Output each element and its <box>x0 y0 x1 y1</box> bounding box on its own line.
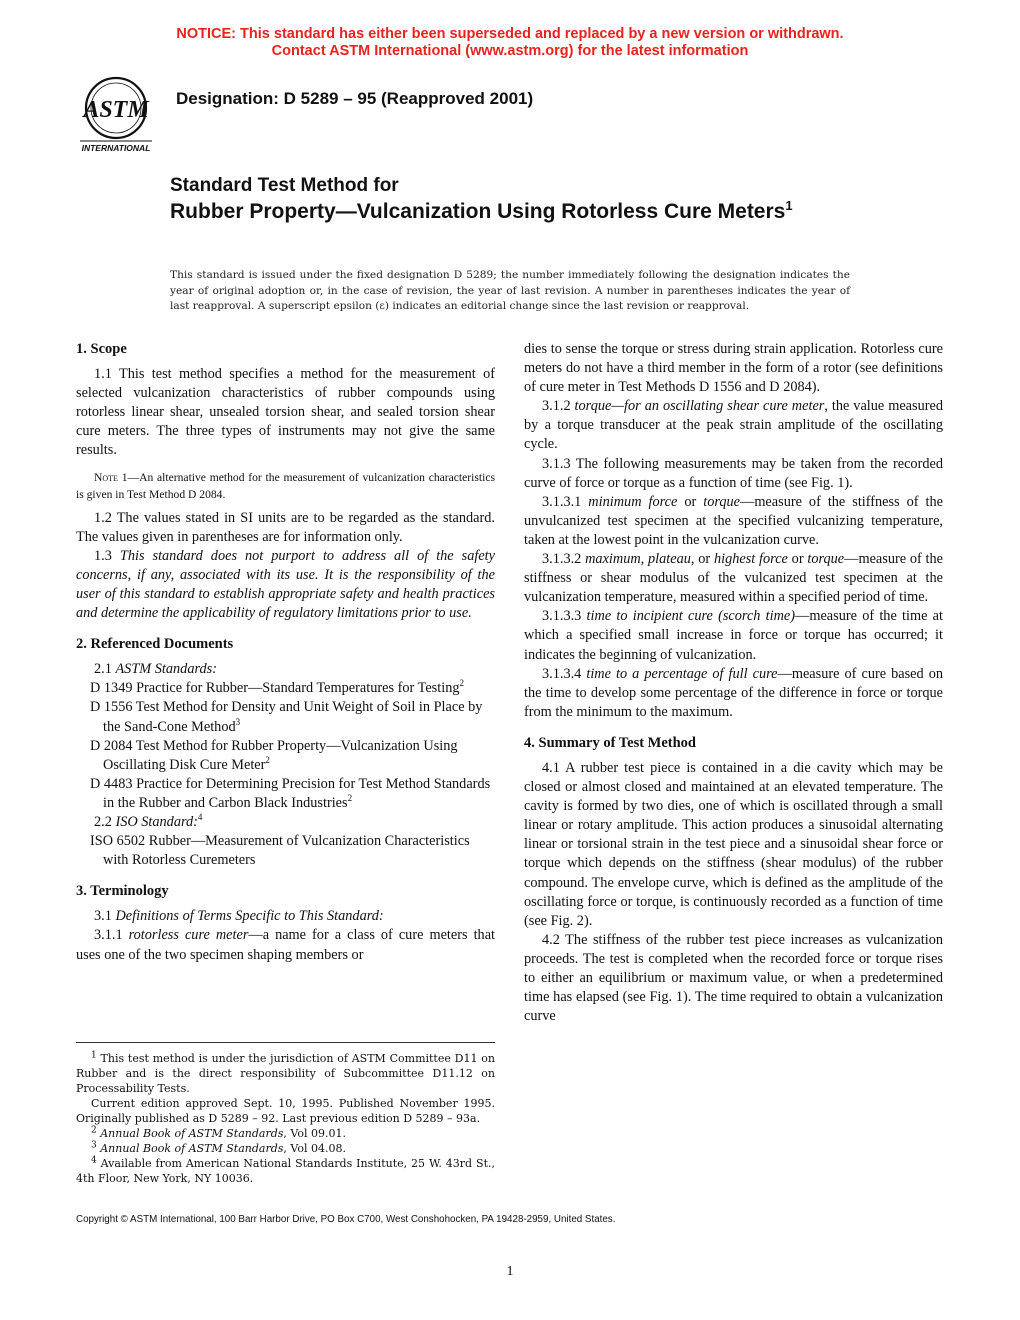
num: 3.1.3.3 <box>542 608 587 625</box>
para-3-1-2 <box>524 397 943 454</box>
para-3-1-3-3 <box>524 607 943 664</box>
reference-d4483 <box>76 775 495 813</box>
note-1 <box>76 469 495 503</box>
term: maximum, plateau, <box>585 551 695 568</box>
para-1-3-text: This standard does not purport to address all of the safety concerns, if any, associated with its use. It is the responsibility of the user of this standard to establish appropriate safety and health practices and determine the applicability of regulatory limitations prior to use. <box>76 547 495 622</box>
conj: or <box>787 551 808 568</box>
left-column <box>76 340 495 965</box>
text: , the value measured by a torque transducer at the peak strain amplitude of the oscillating cycle. <box>524 398 943 453</box>
reference-d1349 <box>76 679 495 698</box>
ref-sup: 3 <box>235 716 241 727</box>
section-3-heading: 3. Terminology <box>76 883 169 900</box>
ref-text: D 1556 Test Method for Density and Unit Weight of Soil in Place by the Sand-Cone Method <box>90 699 483 735</box>
para-2-1-text: ASTM Standards: <box>115 661 217 678</box>
para-1-3-num: 1.3 <box>94 547 120 564</box>
para-1-3 <box>76 547 495 623</box>
fn-mark: 4 <box>91 1155 97 1166</box>
fn-text: This test method is under the jurisdiction of ASTM Committee D11 on Rubber and is the direct responsibility of Subcommittee D11.12 on Processability Tests. <box>76 1052 495 1095</box>
para-3-1-3-2 <box>524 550 943 607</box>
notice-line-2: Contact ASTM International (www.astm.org) for the latest information <box>271 43 749 59</box>
para-2-1-num: 2.1 <box>94 661 116 678</box>
term: torque <box>807 551 845 568</box>
fn-title: Annual Book of ASTM Standards <box>96 1127 284 1140</box>
withdrawal-notice <box>0 26 1020 60</box>
section-2-heading: 2. Referenced Documents <box>76 636 234 653</box>
para-4-1: 4.1 A rubber test piece is contained in a die cavity which may be closed or almost closed and maintained at an elevated temperature. The cavity is formed by two dies, one of which is oscillated through a small linear or rotary amplitude. This action produces a sinusoidal alternating linear or torsional strain in the test piece and a sinusoidal shear force or torque which depends on the stiffness (shear modulus) of the rubber compound. The envelope curve, which is defined as the amplitude of the oscillating force or torque, is continuously recorded as a function of time (see Fig. 2). <box>524 759 943 929</box>
num: 3.1.3.1 <box>542 493 589 510</box>
para-3-1-1 <box>76 926 495 964</box>
ref-text: D 2084 Test Method for Rubber Property—Vulcanization Using Oscillating Disk Cure Meter <box>90 737 458 773</box>
para-1-1: 1.1 This test method specifies a method for the measurement of selected vulcanization characteristics of rubber compounds using rotorless linear shear, unsealed torsion shear, and sealed torsion shear cure meters. The three types of instruments may not give the same results. <box>76 366 495 459</box>
footnote-1 <box>76 1051 495 1096</box>
footnote-3 <box>76 1141 495 1156</box>
ref-text: D 1349 Practice for Rubber—Standard Temperatures for Testing <box>90 680 460 697</box>
section-4-heading: 4. Summary of Test Method <box>524 734 696 751</box>
fn-mark: 1 <box>91 1050 97 1061</box>
logo-subtext: INTERNATIONAL <box>81 143 151 153</box>
para-3-1-text: Definitions of Terms Specific to This Standard: <box>115 908 384 925</box>
title-line-2 <box>170 199 810 224</box>
section-1-heading: 1. Scope <box>76 341 127 357</box>
fn-mark: 2 <box>91 1125 97 1136</box>
num: 3.1.3.4 <box>542 665 587 682</box>
num: 3.1.2 <box>542 398 575 415</box>
reference-d1556 <box>76 698 495 736</box>
note-text: 1—An alternative method for the measurement of vulcanization characteristics is given in Test Method D 2084. <box>76 470 495 501</box>
para-2-2-text: ISO Standard: <box>115 813 198 830</box>
logo-wordmark: ASTM <box>83 97 149 123</box>
fn-text: Available from American National Standards Institute, 25 W. 43rd St., 4th Floor, New York, NY 10036. <box>76 1157 495 1185</box>
para-3-1-3-1 <box>524 493 943 550</box>
term: torque <box>703 493 741 510</box>
num: 3.1.3.2 <box>542 551 586 568</box>
ref-text: D 4483 Practice for Determining Precision for Test Method Standards in the Rubber and Carbon Black Industries <box>90 775 491 811</box>
conj: or <box>694 551 714 568</box>
conj: or <box>677 493 704 510</box>
para-3-1-num: 3.1 <box>94 908 116 925</box>
reference-iso6502: ISO 6502 Rubber—Measurement of Vulcanization Characteristics with Rotorless Curemeters <box>90 833 470 869</box>
para-2-2-sup: 4 <box>197 812 203 823</box>
term: time to incipient cure (scorch time) <box>586 608 796 625</box>
astm-logo-icon <box>70 75 162 155</box>
fn-title: Annual Book of ASTM Standards <box>96 1142 284 1155</box>
designation: Designation: D 5289 – 95 (Reapproved 2001) <box>176 89 534 108</box>
para-3-1-1-num: 3.1.1 <box>94 927 129 944</box>
ref-sup: 2 <box>459 678 464 689</box>
fn-vol: , Vol 09.01. <box>283 1127 346 1140</box>
ref-sup: 2 <box>347 793 353 804</box>
term: minimum force <box>588 493 678 510</box>
page-number: 1 <box>506 1264 514 1279</box>
para-2-1 <box>76 660 495 679</box>
footnote-1b: Current edition approved Sept. 10, 1995. Published November 1995. Originally published as D 5289 – 92. Last previous edition D 5289 – 93a. <box>76 1097 495 1125</box>
para-2-2-num: 2.2 <box>94 813 116 830</box>
note-label: Note <box>94 470 118 484</box>
para-3-1-1-continued: dies to sense the torque or stress during strain application. Rotorless cure meters do not have a third member in the form of a rotor (see definitions of cure meter in Test Methods D 1556 and D 2084). <box>524 341 943 396</box>
fn-vol: , Vol 04.08. <box>283 1142 346 1155</box>
para-4-2: 4.2 The stiffness of the rubber test piece increases as vulcanization proceeds. The test is completed when the recorded force or torque rises to either an equilibrium or maximum value, or when a predetermined time has elapsed (see Fig. 1). The time required to obtain a vulcanization curve <box>524 931 943 1025</box>
title-line-1: Standard Test Method for <box>170 175 399 196</box>
title-footnote-mark: 1 <box>785 198 793 213</box>
notice-line-1: NOTICE: This standard has either been superseded and replaced by a new version or withdrawn. <box>176 26 844 42</box>
copyright: Copyright © ASTM International, 100 Barr Harbor Drive, PO Box C700, West Conshohocken, PA 19428-2959, United States. <box>76 1214 616 1225</box>
text: —measure of the stiffness of the unvulcanized test specimen at the specified vulcanizing temperature, taken at the lowest point in the vulcanization curve. <box>524 493 943 548</box>
title-main: Rubber Property—Vulcanization Using Rotorless Cure Meters <box>170 200 786 223</box>
footnote-2 <box>76 1126 495 1141</box>
text: —measure of cure based on the time to develop some percentage of the difference in force or torque from the minimum to the maximum. <box>524 665 943 720</box>
fn-mark: 3 <box>91 1140 97 1151</box>
text: —measure of the time at which a specified small increase in force or torque has occurred; it indicates the beginning of vulcanization. <box>524 608 943 663</box>
para-3-1-1-text: —a name for a class of cure meters that uses one of the two specimen shaping members or <box>76 927 496 963</box>
issuance-note: This standard is issued under the fixed designation D 5289; the number immediately following the designation indicates the year of original adoption or, in the case of revision, the year of last revision. A number in parentheses indicates the year of last reapproval. A superscript epsilon (ε) indicates an editorial change since the last revision or reapproval. <box>170 269 850 312</box>
text: —measure of the stiffness or shear modulus of the vulcanized test specimen at the vulcanization temperature, measured within a specified period of time. <box>524 551 944 606</box>
para-3-1 <box>76 907 495 926</box>
footnotes <box>76 1042 495 1186</box>
right-column <box>524 340 943 1026</box>
ref-sup: 2 <box>265 754 270 765</box>
term: highest force <box>713 551 788 568</box>
para-1-2: 1.2 The values stated in SI units are to be regarded as the standard. The values given in parentheses are for information only. <box>76 509 495 545</box>
term: torque—for an oscillating shear cure meter <box>574 398 825 415</box>
para-3-1-3: 3.1.3 The following measurements may be taken from the recorded curve of force or torque as a function of time (see Fig. 1). <box>524 455 943 491</box>
footnote-4 <box>76 1156 495 1186</box>
para-3-1-1-term: rotorless cure meter <box>128 927 249 944</box>
para-3-1-3-4 <box>524 665 943 722</box>
reference-d2084 <box>76 737 495 775</box>
term: time to a percentage of full cure <box>586 665 778 682</box>
para-2-2 <box>76 813 495 832</box>
